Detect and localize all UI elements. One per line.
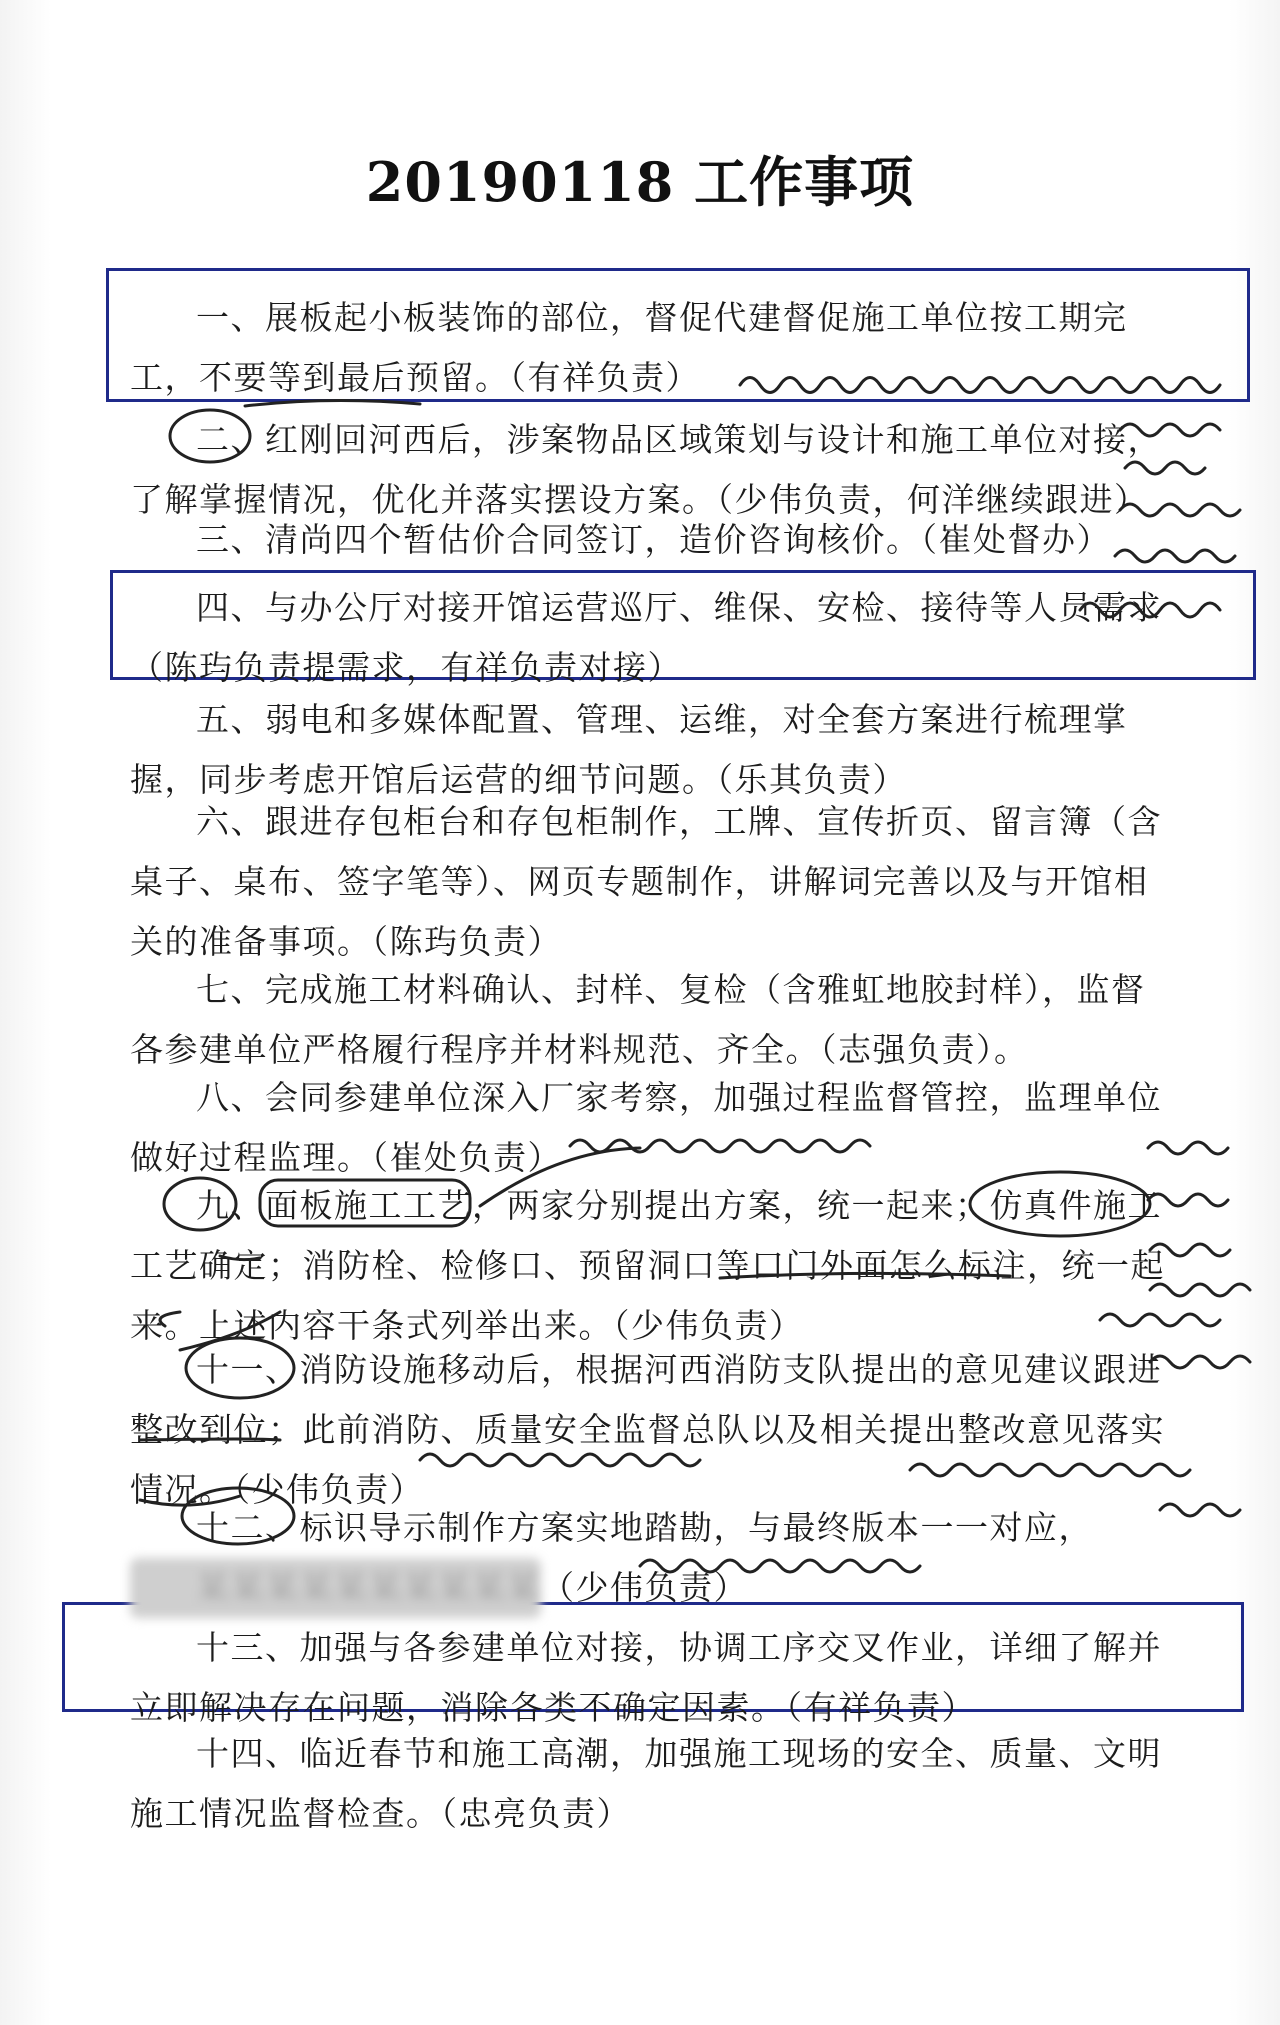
item-3: 三、清尚四个暂估价合同签订，造价咨询核价。（崔处督办） xyxy=(196,520,1111,559)
item-1: 一、展板起小板装饰的部位，督促代建督促施工单位按工期完工，不要等到最后预留。（有祥负责） xyxy=(130,298,1128,397)
item-12-suffix: （少伟负责） xyxy=(541,1568,748,1607)
item-2: 二、红刚回河西后，涉案物品区域策划与设计和施工单位对接，了解掌握情况，优化并落实摆设方案。（少伟负责，何洋继续跟进） xyxy=(130,420,1162,519)
item-4: 四、与办公厅对接开馆运营巡厅、维保、安检、接待等人员需求（陈玙负责提需求，有祥负责对接） xyxy=(130,588,1162,687)
redacted-text: 某某某某某某某某某某 xyxy=(130,1558,541,1618)
item-11: 十一、消防设施移动后，根据河西消防支队提出的意见建议跟进整改到位；此前消防、质量安全监督总队以及相关提出整改意见落实情况。（少伟负责） xyxy=(130,1350,1165,1509)
item-9: 九、面板施工工艺，两家分别提出方案，统一起来；仿真件施工工艺确定；消防栓、检修口、预留洞口等口门外面怎么标注，统一起来。上述内容干条式列举出来。（少伟负责） xyxy=(130,1186,1165,1345)
item-7: 七、完成施工材料确认、封样、复检（含雅虹地胶封样），监督各参建单位严格履行程序并材料规范、齐全。（志强负责）。 xyxy=(130,970,1146,1069)
item-6: 六、跟进存包柜台和存包柜制作，工牌、宣传折页、留言簿（含桌子、桌布、签字笔等）、网页专题制作，讲解词完善以及与开馆相关的准备事项。（陈玙负责） xyxy=(130,802,1162,961)
document-title: 20190118 工作事项 xyxy=(365,150,915,214)
item-12-text: 十二、标识导示制作方案实地踏勘，与最终版本一一对应， xyxy=(196,1508,1093,1547)
item-13: 十三、加强与各参建单位对接，协调工序交叉作业，详细了解并立即解决存在问题，消除各类不确定因素。（有祥负责） xyxy=(130,1628,1162,1727)
item-5: 五、弱电和多媒体配置、管理、运维，对全套方案进行梳理掌握，同步考虑开馆后运营的细节问题。（乐其负责） xyxy=(130,700,1128,799)
item-14: 十四、临近春节和施工高潮，加强施工现场的安全、质量、文明施工情况监督检查。（忠亮负责） xyxy=(130,1734,1162,1833)
item-12 xyxy=(130,1498,1170,1618)
item-8: 八、会同参建单位深入厂家考察，加强过程监督管控，监理单位做好过程监理。（崔处负责） xyxy=(130,1078,1162,1177)
